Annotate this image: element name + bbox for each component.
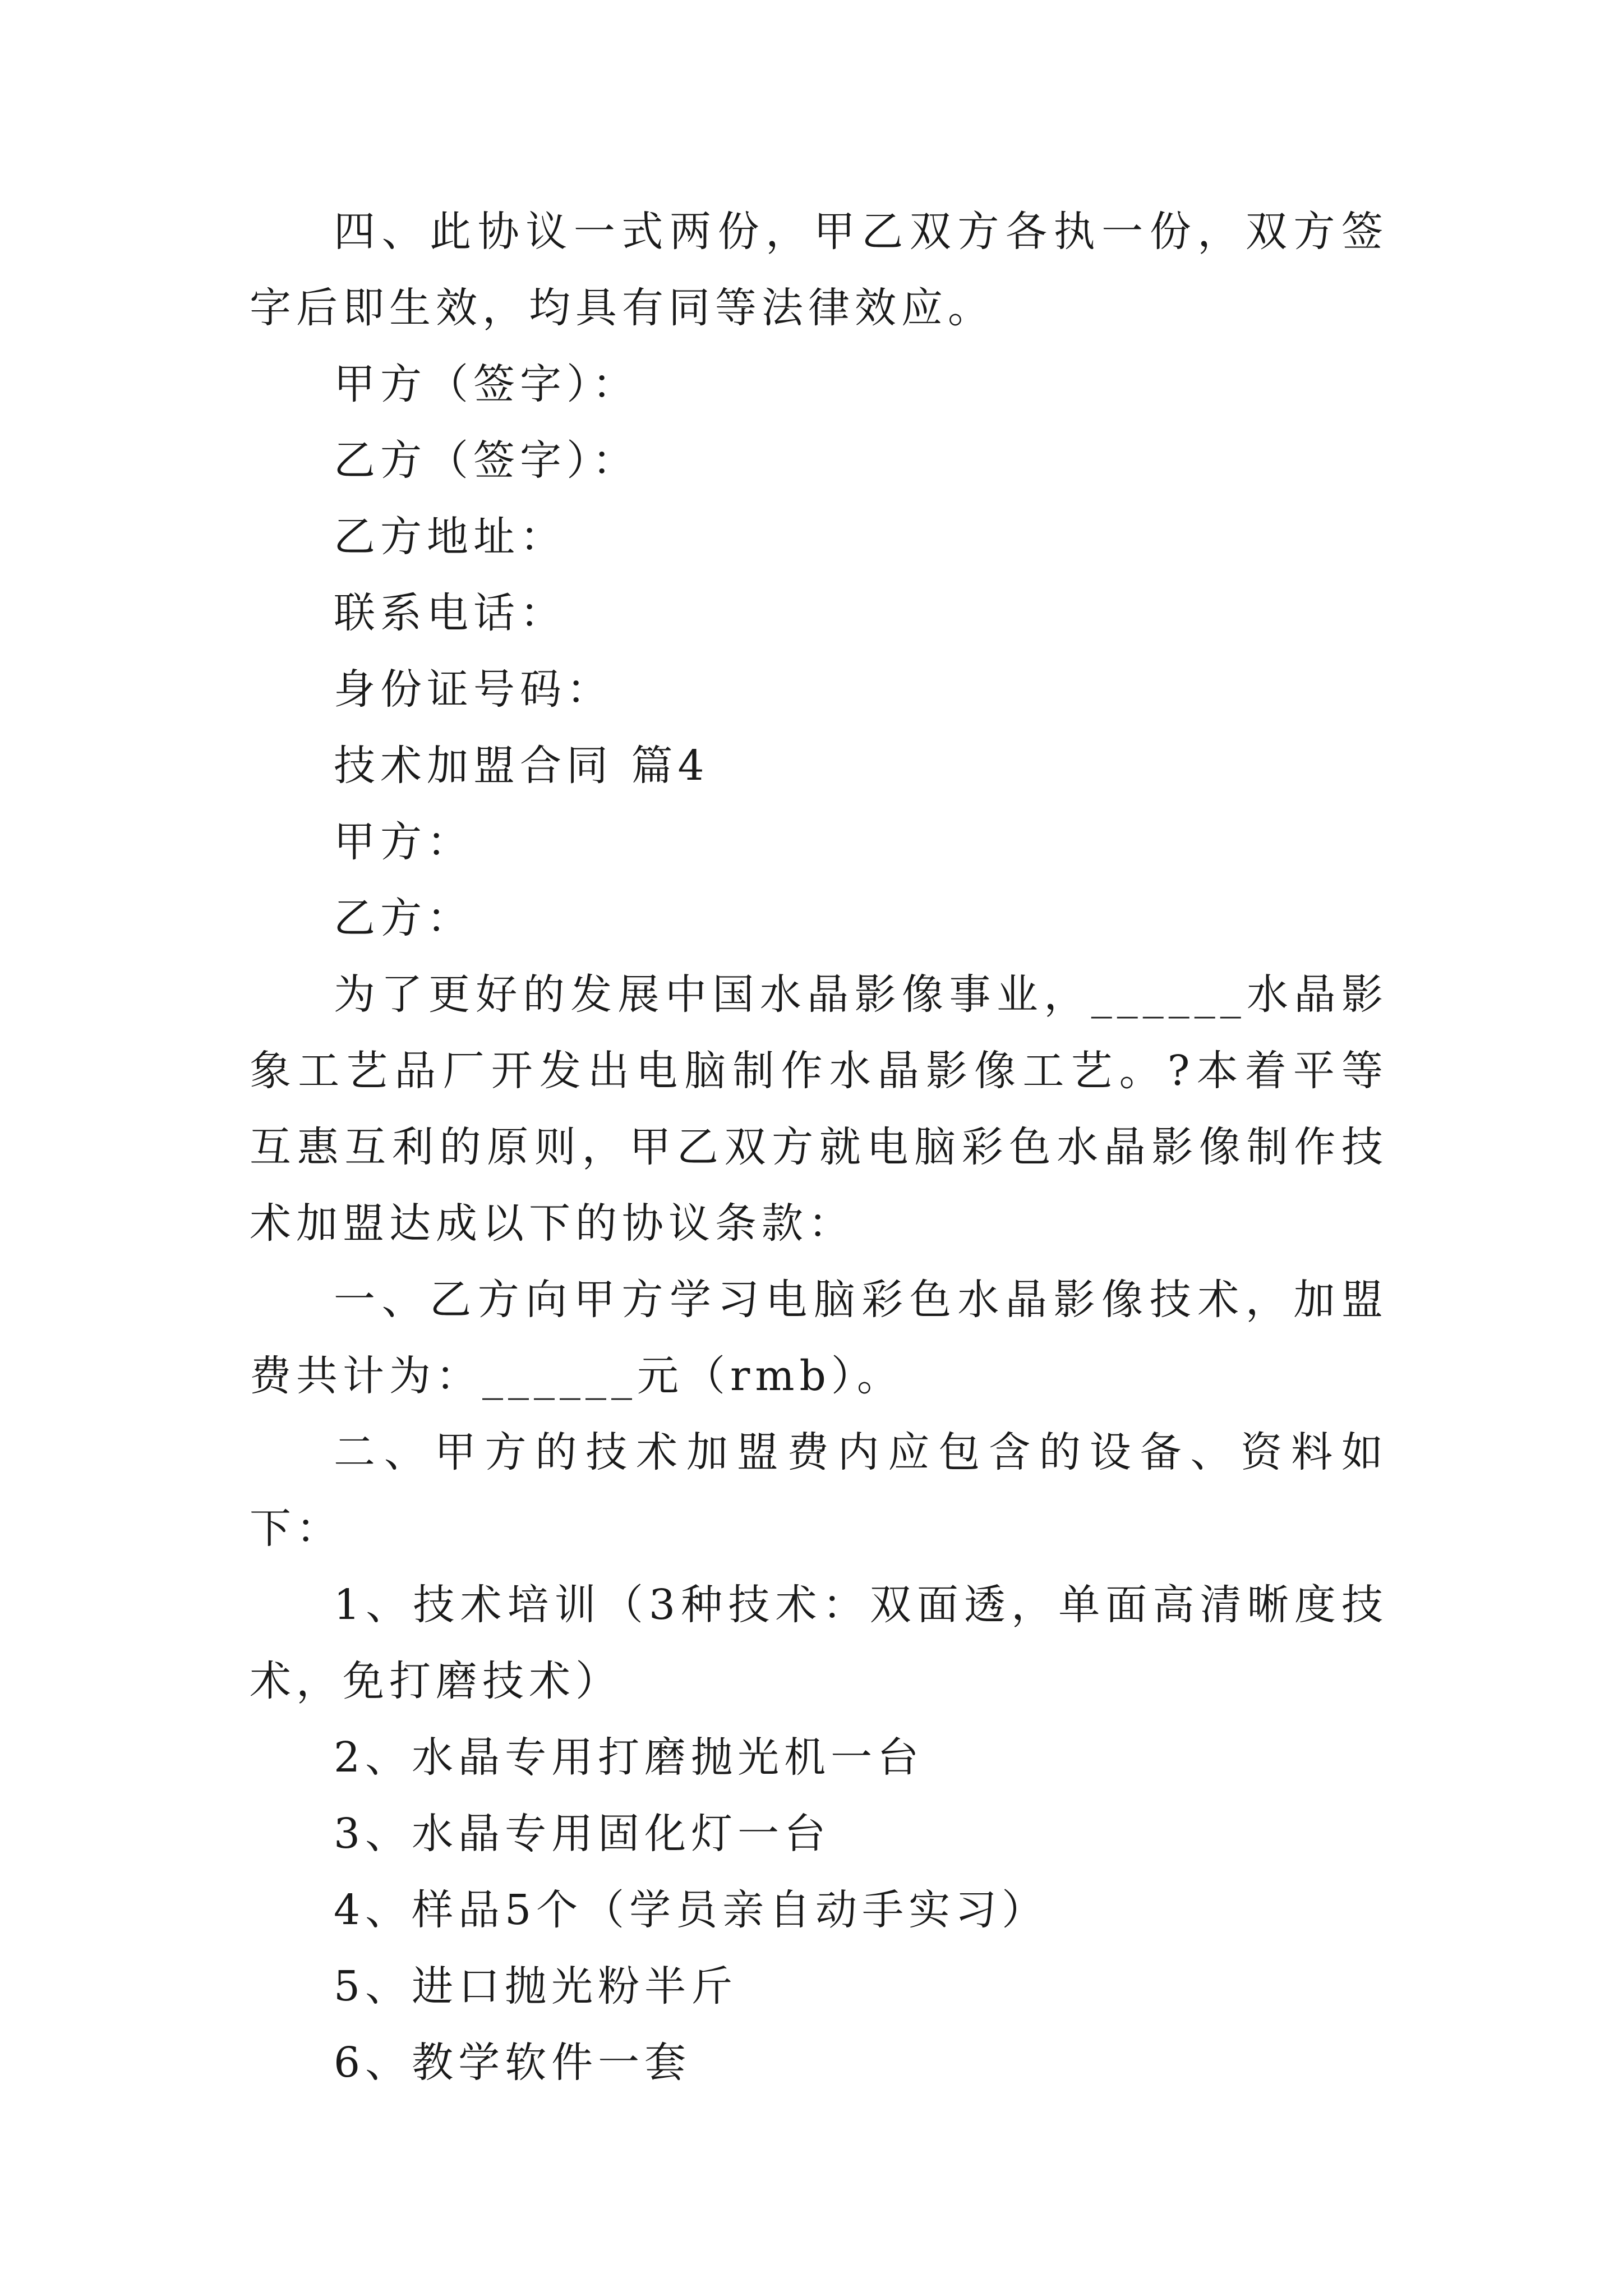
list-item-2: 2、水晶专用打磨抛光机一台 xyxy=(334,1733,924,1782)
clause-four: 四、此协议一式两份，甲乙双方各执一份，双方签字后即生效，均具有同等法律效应。 xyxy=(250,208,1388,332)
party-b: 乙方： xyxy=(334,894,473,942)
clause-two: 二、甲方的技术加盟费内应包含的设备、资料如下： xyxy=(250,1428,1388,1553)
party-a-signature: 甲方（签字）： xyxy=(334,360,639,408)
list-item-6: 6、教学软件一套 xyxy=(334,2039,691,2087)
party-a: 甲方： xyxy=(334,818,473,866)
party-b-signature: 乙方（签字）： xyxy=(334,436,639,485)
list-item-4: 4、样品5个（学员亲自动手实习） xyxy=(334,1886,1049,1934)
list-item-5: 5、进口抛光粉半斤 xyxy=(334,1962,738,2010)
clause-one: 一、乙方向甲方学习电脑彩色水晶影像技术，加盟费共计为：______元（rmb）。 xyxy=(250,1276,1388,1400)
id-number: 身份证号码： xyxy=(334,665,613,714)
party-b-address: 乙方地址： xyxy=(334,513,566,561)
preamble: 为了更好的发展中国水晶影像事业，______水晶影象工艺品厂开发出电脑制作水晶影像工艺。?本着平等互惠互利的原则，甲乙双方就电脑彩色水晶影像制作技术加盟达成以下的协议条款： xyxy=(250,970,1388,1248)
list-item-3: 3、水晶专用固化灯一台 xyxy=(334,1810,831,1858)
document-body xyxy=(250,194,1388,2101)
list-item-1: 1、技术培训（3种技术：双面透，单面高清晰度技术，免打磨技术） xyxy=(250,1581,1388,1705)
contact-phone: 联系电话： xyxy=(334,589,566,637)
section-title: 技术加盟合同 篇4 xyxy=(334,742,709,790)
